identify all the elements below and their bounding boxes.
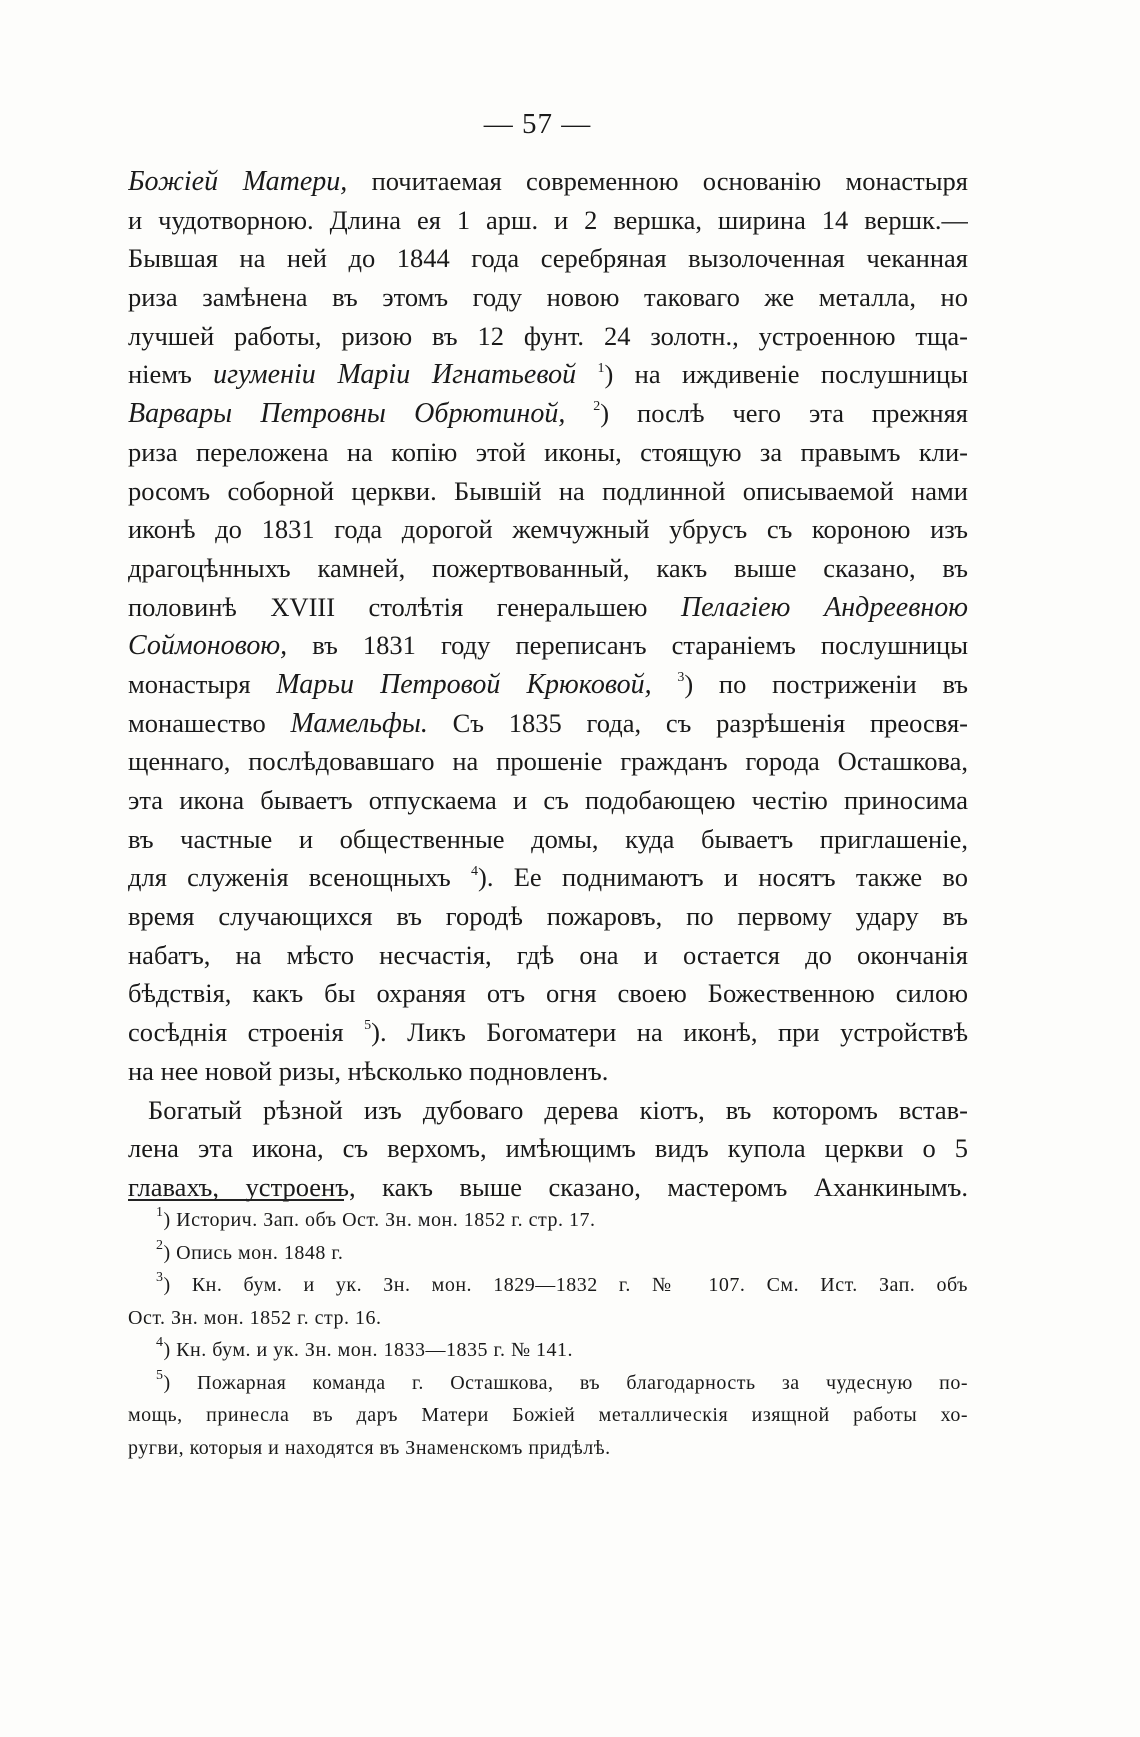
footnote-ref: 4 [471,863,479,879]
text-run: монастыря [128,668,277,699]
text-line: Бывшая на ней до 1844 года серебряная вызолоченная чеканная [128,243,968,274]
text-line: щеннаго, послѣдовавшаго на прошеніе гражданъ города Осташкова, [128,746,968,777]
footnote-text: ) Кн. бум. и ук. Зн. мон. 1829—1832 г. № 107. См. Ист. Зап. объ [163,1274,968,1296]
text-run: ). Ликъ Богоматери на иконѣ, при устройствѣ [371,1017,968,1048]
italic-name: Варвары Петровны Обрютиной, [128,398,566,430]
footnote-text: ) Кн. бум. и ук. Зн. мон. 1833—1835 г. № 141. [163,1339,574,1361]
text-line: эта икона бываетъ отпускаема и съ подобающею честію приносима [128,785,968,815]
footnote-mark: 3 [156,1270,164,1286]
footnote-2 [128,1237,968,1270]
footnote-5-cont2: ругви, которыя и находятся въ Знаменскомъ придѣлѣ. [128,1436,611,1459]
footnote-ref: 5 [364,1018,372,1034]
footnote-ref: 2 [593,399,601,415]
footnote-5-cont: мощь, принесла въ даръ Матери Божіей металлическія изящной работы хо- [128,1404,968,1426]
footnote-mark: 5 [156,1367,164,1383]
text-line [128,704,968,743]
text-line: главахъ, устроенъ, какъ выше сказано, мастеромъ Аханкинымъ. [128,1171,968,1202]
body-text [128,162,968,1207]
italic-name: Марьи Петровой Крюковой, [276,668,652,700]
footnote-ref: 1 [597,360,605,376]
footnote-1 [128,1204,968,1237]
text-line [128,858,968,897]
text-run: половинѣ XVIII столѣтія генеральшею [128,591,681,622]
text-line: бѣдствія, какъ бы охраняя отъ огня своею Божественною силою [128,978,968,1009]
page-number: — 57 — [483,108,592,140]
footnote-4 [128,1334,968,1367]
footnote-mark: 1 [156,1205,164,1221]
text-run: Съ 1835 года, съ разрѣшенія преосвя- [427,707,968,738]
text-run: ). Ее поднимаютъ и носятъ также во [478,862,968,893]
text-line [128,355,968,394]
text-run: сосѣднія строенія [128,1017,365,1048]
text-run: въ 1831 году переписанъ стараніемъ послушницы [287,630,968,661]
text-line [128,665,968,704]
footnote-rule [128,1199,344,1201]
footnote-text: ) Опись мон. 1848 г. [163,1241,344,1264]
text-line: росомъ соборной церкви. Бывшій на подлинной описываемой нами [128,475,968,506]
text-line: лучшей работы, ризою въ 12 фунт. 24 золотн., устроенною тща- [128,320,968,351]
text-run: ) по постриженіи въ [684,668,968,699]
footnote-3-cont: Ост. Зн. мон. 1852 г. стр. 16. [128,1306,382,1329]
text-line: и чудотворною. Длина ея 1 арш. и 2 вершка, ширина 14 вершк.— [128,204,968,235]
footnote-text: ) Историч. Зап. объ Ост. Зн. мон. 1852 г. стр. 17. [163,1209,596,1231]
text-line: риза замѣнена въ этомъ году новою таковаго же металла, но [128,282,968,313]
text-run: для служенія всенощныхъ [128,862,472,893]
text-line [128,626,968,665]
text-run: ) послѣ чего эта прежняя [600,398,968,429]
text-line: лена эта икона, съ верхомъ, имѣющимъ видъ купола церкви о 5 [128,1133,968,1164]
text-line: время случающихся въ городѣ пожаровъ, по первому удару въ [128,901,968,932]
italic-name: Соймоновою, [128,630,288,662]
text-line [128,394,968,433]
text-line: на нее новой ризы, нѣсколько подновленъ. [128,1055,609,1086]
text-run: ) на иждивеніе послушницы [604,359,968,390]
footnote-5 [128,1367,968,1400]
italic-name: игуменіи Маріи Игнатьевой [213,359,577,391]
footnote-mark: 4 [156,1335,164,1351]
italic-name: Божіей Матери, [128,166,348,197]
italic-name: Пелагіею Андреевною [680,591,968,623]
text-line [128,588,968,627]
italic-name: Мамельфы. [290,707,428,739]
text-line: Богатый рѣзной изъ дубоваго дерева кіотъ, въ которомъ встав- [148,1094,968,1125]
text-line: драгоцѣнныхъ камней, пожертвованный, какъ выше сказано, въ [128,552,968,583]
text-line: риза переложена на копію этой иконы, стоящую за правымъ кли- [128,436,968,467]
footnote-text: ) Пожарная команда г. Осташкова, въ благодарность за чудесную по- [163,1371,968,1394]
footnotes [128,1204,968,1464]
footnote-mark: 2 [156,1237,164,1253]
text-line: въ частные и общественные домы, куда бываетъ приглашеніе, [128,823,968,854]
text-run: почитаемая современною основанію монастыря [347,166,968,196]
text-run: ніемъ [128,359,214,390]
text-line: набатъ, на мѣсто несчастія, гдѣ она и остается до окончанія [128,939,968,970]
text-line [128,162,968,201]
footnote-ref: 3 [677,670,685,686]
text-run: монашество [128,707,291,738]
text-line [128,1013,968,1052]
text-line: иконѣ до 1831 года дорогой жемчужный убрусъ съ короною изъ [128,514,968,545]
footnote-3 [128,1269,968,1302]
